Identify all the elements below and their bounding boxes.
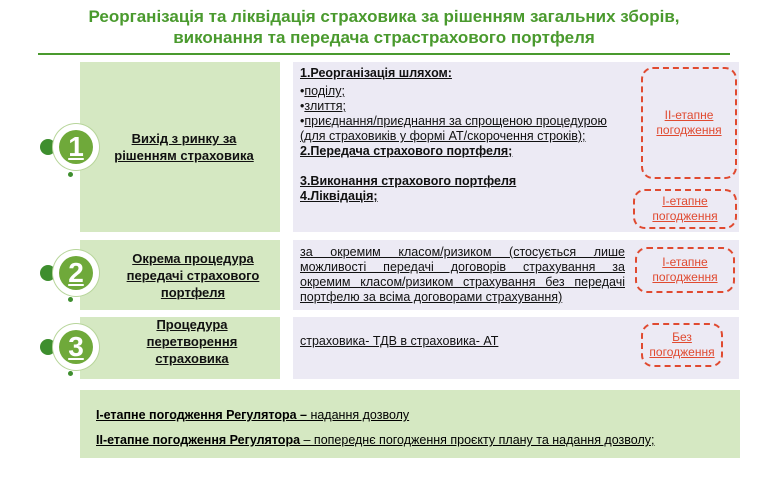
row-1-heading-4: 4.Ліквідація; xyxy=(300,189,378,203)
row-1-approval-top-label: ІІ-етапне погодження xyxy=(656,108,722,137)
legend-line-2-text: – попереднє погодження проєкту плану та надання дозволу; xyxy=(300,433,655,447)
row-1-heading-3: 3.Виконання страхового портфеля xyxy=(300,174,517,188)
title-line-2: виконання та передача стрaстрахового портфеля xyxy=(173,28,595,47)
row-3-bottom-dot xyxy=(68,371,73,376)
page-title xyxy=(20,6,748,48)
legend-line-1-term: І-етапне погодження Регулятора – xyxy=(96,408,307,422)
title-line-1: Реорганізація та ліквідація страховика за рішенням загальних зборів, xyxy=(88,7,680,26)
row-3-approval-label: Без погодження xyxy=(649,330,715,359)
row-2-details-box xyxy=(293,240,739,310)
row-2-bottom-dot xyxy=(68,297,73,302)
row-1-bullet-3b: (для страховиків у формі АТ/скорочення строків); xyxy=(300,129,586,143)
row-1-bottom-dot xyxy=(68,172,73,177)
row-3-details-box xyxy=(293,317,739,379)
row-3-approval xyxy=(641,323,723,367)
legend-line-2 xyxy=(96,432,654,448)
legend-line-1 xyxy=(96,407,409,423)
row-1-approval-bottom xyxy=(633,189,737,229)
row-2-label-box xyxy=(80,240,280,310)
row-1-label: Вихід з ринку за рішенням страховика xyxy=(114,131,254,163)
row-2-left-dot xyxy=(40,265,56,281)
row-1-details-box: 1.Реорганізація шляхом: •поділу; •злиття; •приєднання/приєднання за спрощеною процедурою (для страховиків у формі АТ/скорочення строків); 2.Передача страхового портфеля; 3.Виконання страхового портфеля 4.Ліквідація; ІІ-етапне погодження І-етапне погодження xyxy=(293,62,739,232)
row-1-bullet-3a: приєднання/приєднання за спрощеною процедурою xyxy=(304,114,607,128)
row-3-number-badge: 3 xyxy=(59,330,93,364)
row-2-details: за окремим класом/ризиком (стосується лише можливості передачі договорів страхування за окремим класом/ризиком страхування без передачі портфелю за всіма договорами страхування) xyxy=(300,245,625,304)
row-3-label-box xyxy=(80,317,280,379)
row-2-number-badge: 2 xyxy=(59,256,93,290)
approval-legend xyxy=(80,390,740,458)
row-1-approval-bottom-label: І-етапне погодження xyxy=(652,194,718,223)
row-3-details: страховика- ТДВ в страховика- АТ xyxy=(300,334,499,348)
row-1-approval-top xyxy=(641,67,737,179)
row-1-left-dot xyxy=(40,139,56,155)
row-2-label: Окрема процедура передачі страхового портфеля xyxy=(126,250,260,300)
row-2-approval xyxy=(635,247,735,293)
legend-line-2-term: ІІ-етапне погодження Регулятора xyxy=(96,433,301,447)
row-1-number-badge: 1 xyxy=(59,130,93,164)
row-1-heading-2: 2.Передача страхового портфеля; xyxy=(300,144,513,158)
row-1-heading-1: 1.Реорганізація шляхом: xyxy=(300,66,452,80)
row-3-label: Процедура перетворення страховика xyxy=(146,316,238,366)
legend-line-1-text: надання дозволу xyxy=(306,408,410,422)
title-divider xyxy=(38,53,730,55)
row-3-left-dot xyxy=(40,339,56,355)
row-1-bullet-2: злиття; xyxy=(304,99,346,113)
row-1-bullet-1: поділу; xyxy=(304,84,345,98)
row-2-approval-label: І-етапне погодження xyxy=(652,255,718,284)
row-1-label-box xyxy=(80,62,280,232)
